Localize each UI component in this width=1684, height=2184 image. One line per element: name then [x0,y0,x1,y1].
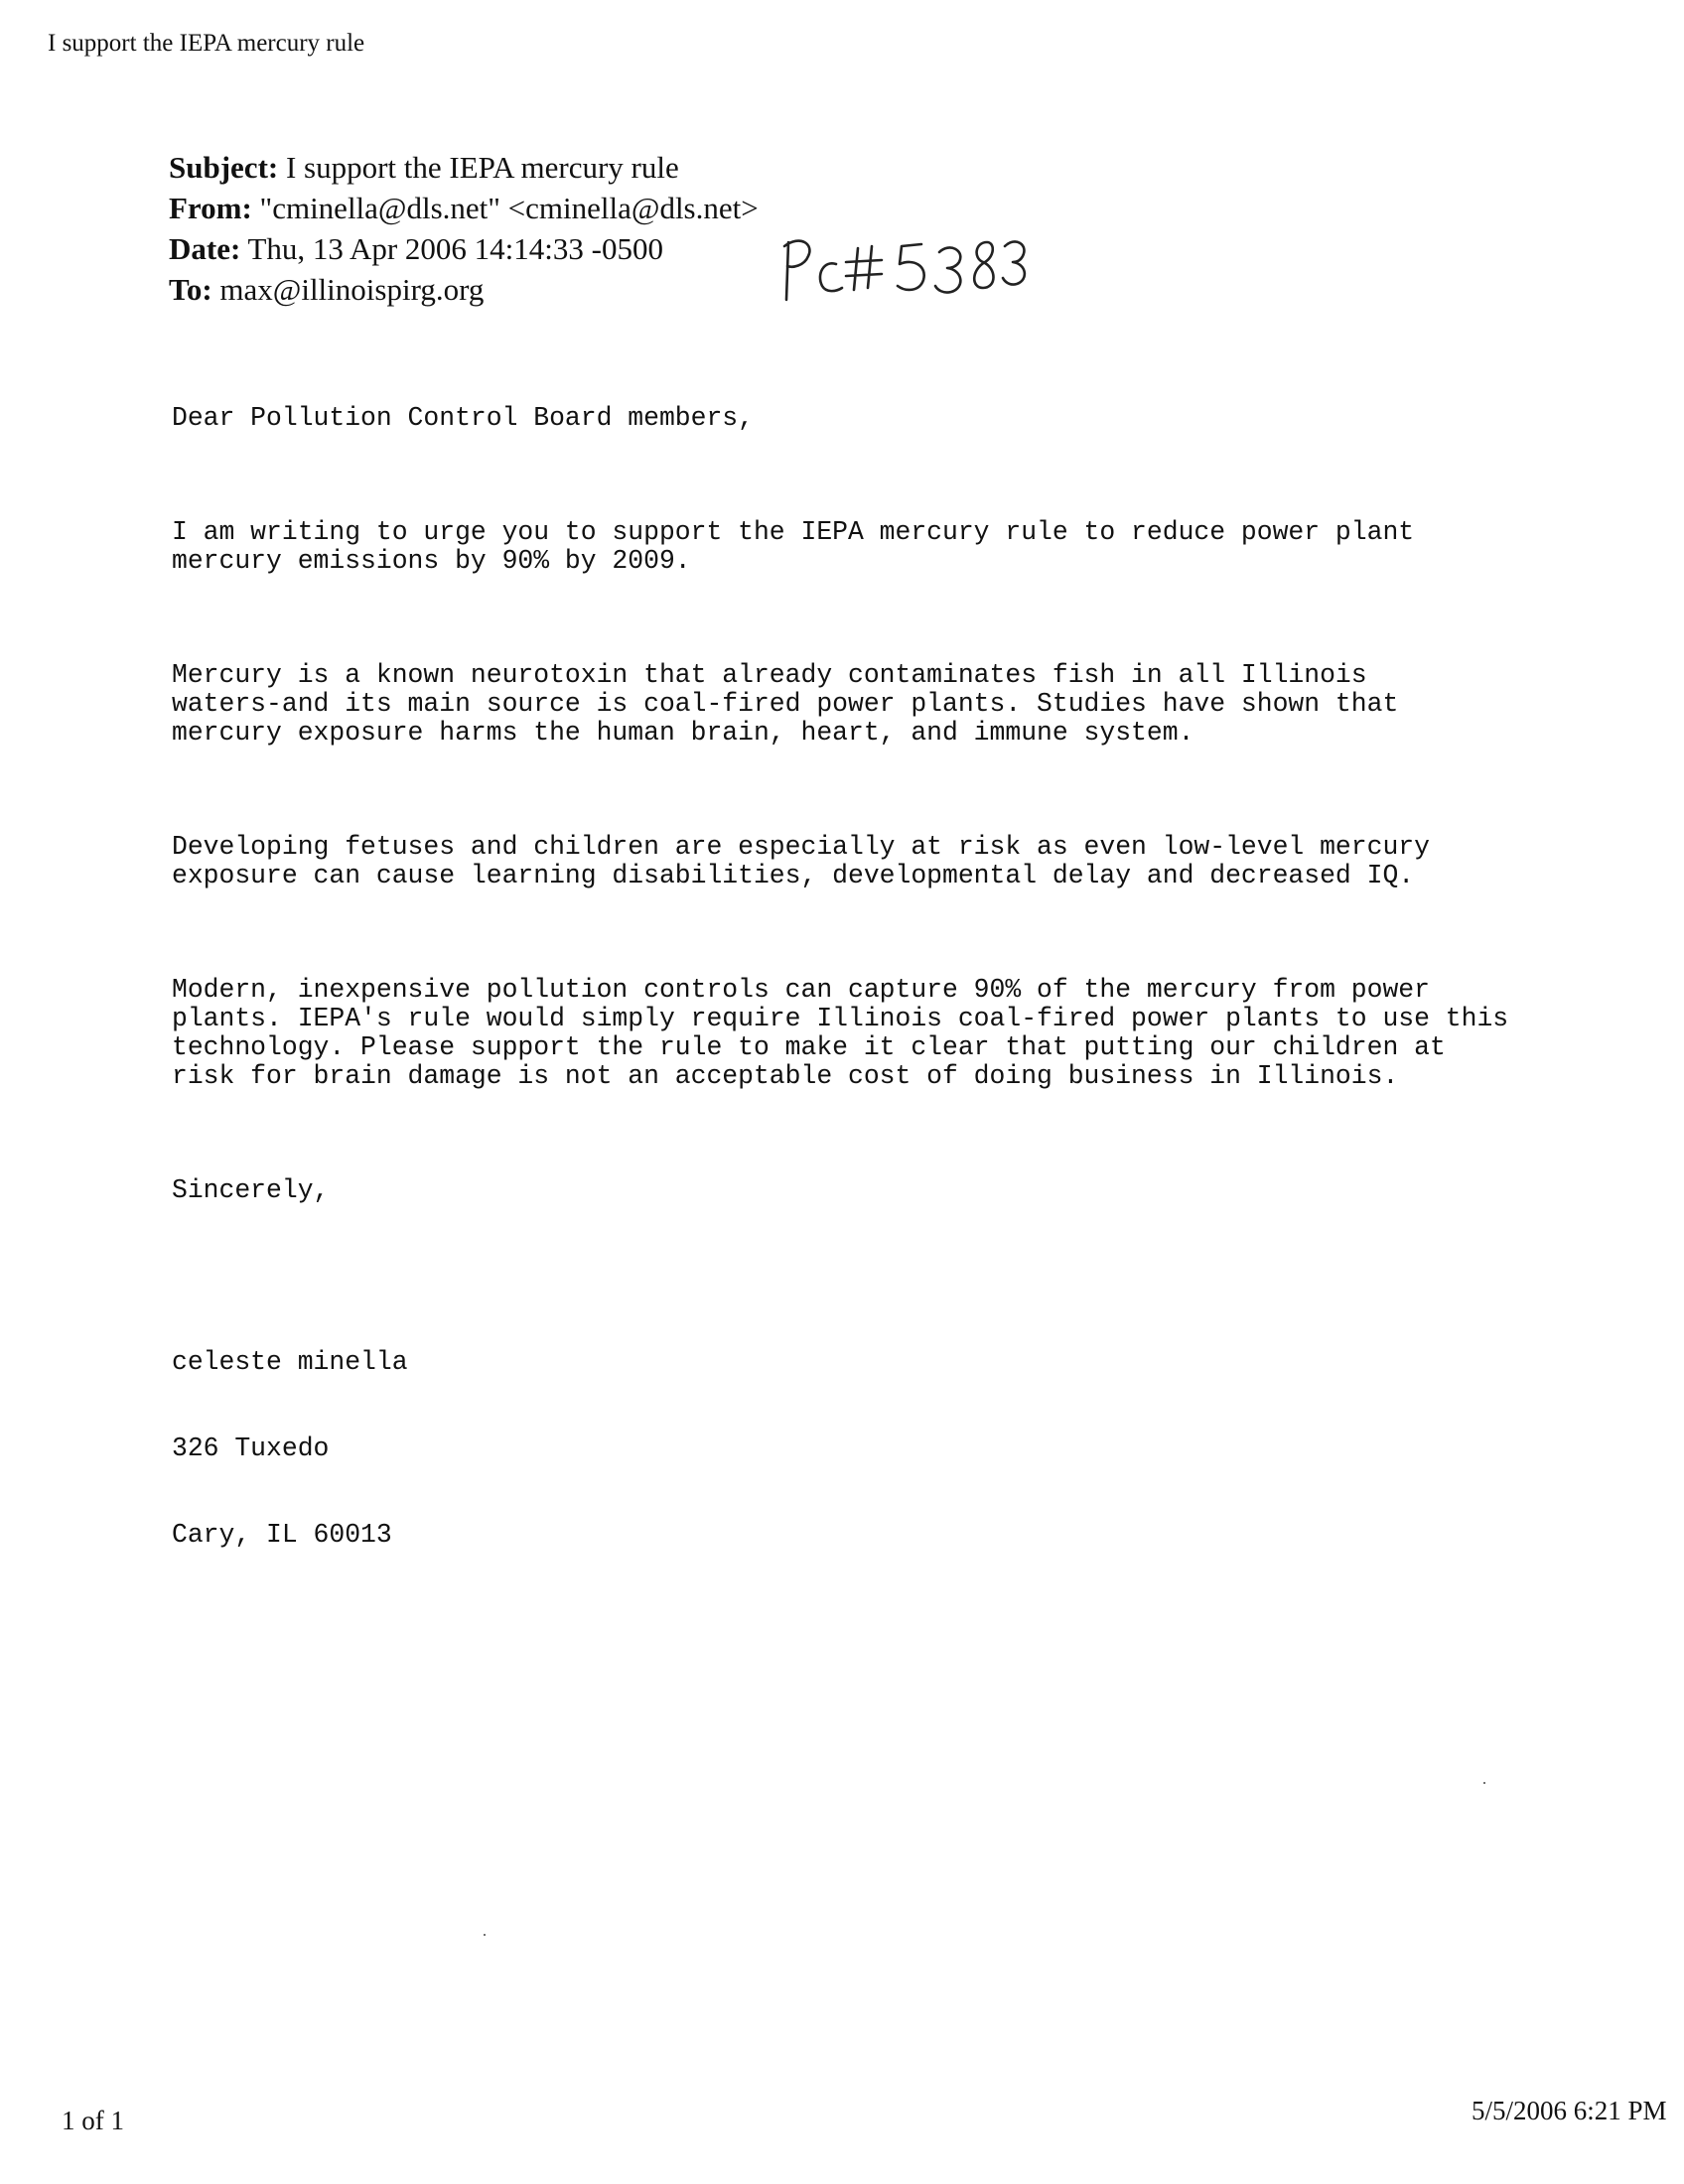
subject-row [169,147,759,188]
scan-speck [484,1934,486,1936]
body-paragraph-3: Developing fetuses and children are especially at risk as even low-level mercury exposure can cause learning disabilities, developmental delay and decreased IQ. [172,832,1430,890]
from-label: From: [169,191,252,225]
body-paragraph-2: Mercury is a known neurotoxin that already contaminates fish in all Illinois waters-and its main source is coal-fired power plants. Studies have shown that mercury exposure harms the human brain, heart, and immune system. [172,660,1399,748]
body-paragraph-4: Modern, inexpensive pollution controls can capture 90% of the mercury from power plants. IEPA's rule would simply require Illinois coal-fired power plants to use this technology. Please support the rule to make it clear that putting our children at risk for brain damage is not an acceptable cost of doing business in Illinois. [172,975,1509,1091]
scan-speck [1483,1782,1485,1784]
footer-printed-date: 5/5/2006 6:21 PM [1472,2096,1667,2125]
email-body [172,346,1562,1636]
email-header-block [169,147,759,310]
signature-street: 326 Tuxedo [172,1433,330,1463]
to-row [169,269,759,310]
signature-city: Cary, IL 60013 [172,1520,392,1550]
salutation: Dear Pollution Control Board members, [172,403,754,433]
closing: Sincerely, [172,1175,330,1205]
body-paragraph-1: I am writing to urge you to support the IEPA mercury rule to reduce power plant mercury emissions by 90% by 2009. [172,517,1415,576]
footer-page-count: 1 of 1 [62,2106,124,2135]
print-header-title: I support the IEPA mercury rule [48,30,365,57]
date-value: Thu, 13 Apr 2006 14:14:33 -0500 [247,231,663,266]
subject-value: I support the IEPA mercury rule [285,150,679,185]
to-label: To: [169,272,212,307]
subject-label: Subject: [169,150,279,185]
date-label: Date: [169,231,241,266]
to-value: max@illinoispirg.org [219,272,485,307]
handwritten-pc-number [774,230,1033,320]
date-row [169,228,759,269]
from-row [169,188,759,228]
signature-name: celeste minella [172,1347,408,1377]
signature-block [172,1291,1562,1607]
from-value: "cminella@dls.net" <cminella@dls.net> [259,191,759,225]
